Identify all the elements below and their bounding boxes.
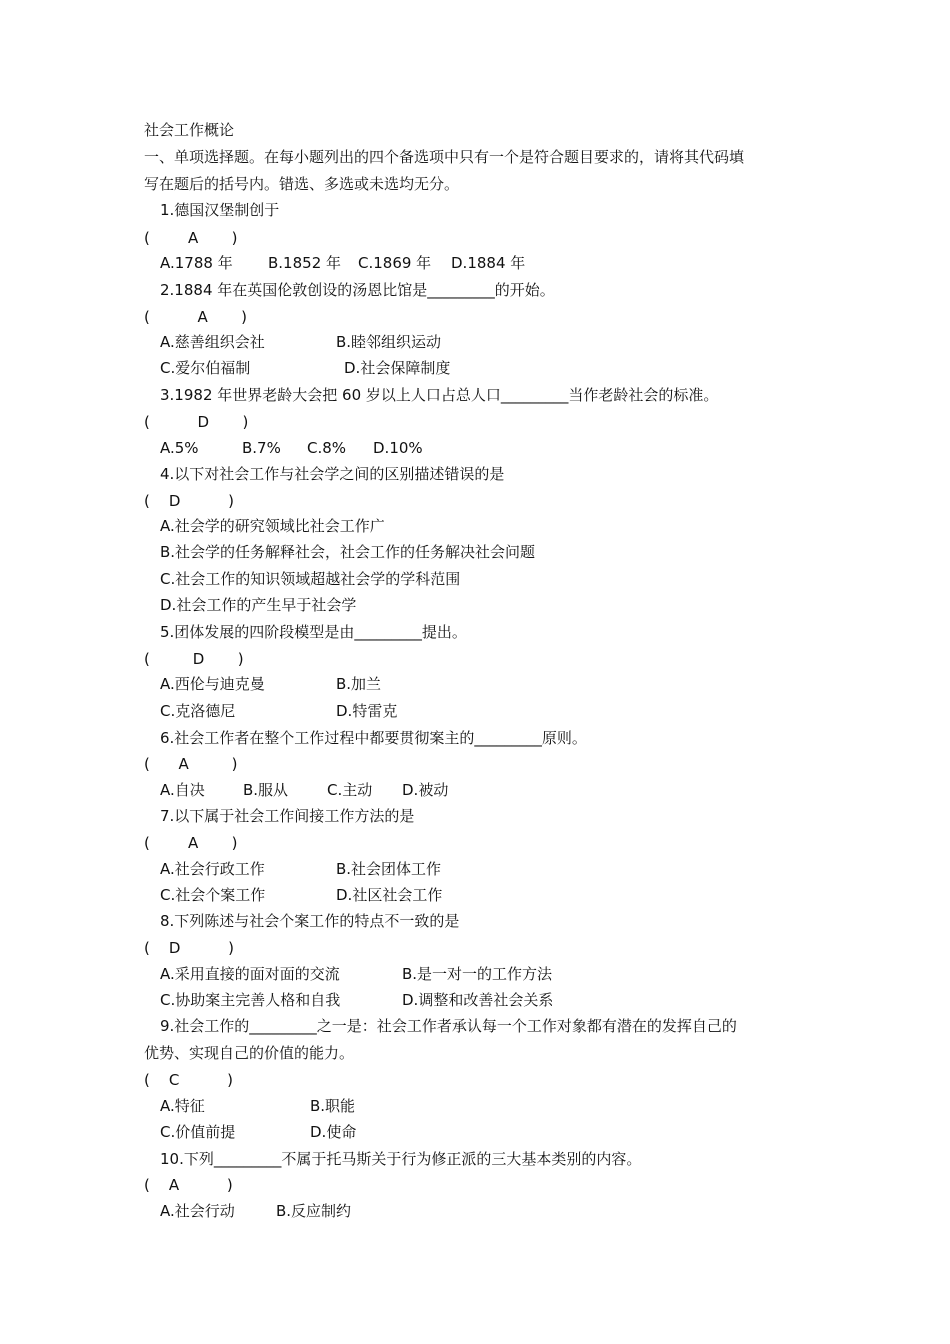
question-2-stem: 2.1884 年在英国伦敦创设的汤恩比馆是_________的开始。 [160, 281, 555, 299]
question-7-option-d: D.社区社会工作 [336, 886, 443, 904]
question-8-option-a: A.采用直接的面对面的交流 [160, 965, 340, 983]
question-9-option-d: D.使命 [310, 1123, 357, 1141]
question-7-option-b: B.社会团体工作 [336, 860, 442, 878]
question-4-option-a: A.社会学的研究领域比社会工作广 [160, 517, 385, 535]
question-7-answer: ( A ) [144, 834, 238, 852]
question-6-option-c: C.主动 [327, 781, 373, 799]
question-7-option-a: A.社会行政工作 [160, 860, 265, 878]
question-7-option-c: C.社会个案工作 [160, 886, 266, 904]
question-2-answer: ( A ) [144, 308, 248, 326]
question-5-option-a: A.西伦与迪克曼 [160, 675, 265, 693]
question-7-stem: 7.以下属于社会工作间接工作方法的是 [160, 807, 415, 825]
question-9-option-b: B.职能 [310, 1097, 356, 1115]
instructions-line-1: 一、单项选择题。在每小题列出的四个备选项中只有一个是符合题目要求的，请将其代码填 [144, 148, 745, 166]
question-1-option-b: B.1852 年 [268, 254, 342, 272]
question-2-option-b: B.睦邻组织运动 [336, 333, 442, 351]
question-5-stem: 5.团体发展的四阶段模型是由_________提出。 [160, 623, 467, 641]
question-5-option-c: C.克洛德尼 [160, 702, 236, 720]
question-6-option-d: D.被动 [402, 781, 449, 799]
question-6-stem: 6.社会工作者在整个工作过程中都要贯彻案主的_________原则。 [160, 729, 587, 747]
instructions-line-2: 写在题后的括号内。错选、多选或未选均无分。 [144, 175, 460, 193]
question-8-option-c: C.协助案主完善人格和自我 [160, 991, 341, 1009]
question-1-option-d: D.1884 年 [451, 254, 526, 272]
question-3-answer: ( D ) [144, 413, 249, 431]
question-9-stem-continued: 优势、实现自己的价值的能力。 [144, 1044, 355, 1062]
question-8-option-d: D.调整和改善社会关系 [402, 991, 554, 1009]
question-4-option-c: C.社会工作的知识领域超越社会学的学科范围 [160, 570, 461, 588]
question-8-option-b: B.是一对一的工作方法 [402, 965, 553, 983]
question-1-option-c: C.1869 年 [358, 254, 432, 272]
question-3-stem: 3.1982 年世界老龄大会把 60 岁以上人口占总人口_________当作老龄社会的标准。 [160, 386, 719, 404]
question-2-option-c: C.爱尔伯福制 [160, 359, 251, 377]
question-9-stem: 9.社会工作的_________之一是：社会工作者承认每一个工作对象都有潜在的发挥自己的 [160, 1017, 737, 1035]
document-title: 社会工作概论 [144, 121, 235, 139]
question-6-option-a: A.自决 [160, 781, 205, 799]
question-1-option-a: A.1788 年 [160, 254, 233, 272]
question-3-option-c: C.8% [307, 439, 347, 457]
question-4-option-b: B.社会学的任务解释社会，社会工作的任务解决社会问题 [160, 543, 536, 561]
question-1-stem: 1.德国汉堡制创于 [160, 201, 280, 219]
question-5-option-b: B.加兰 [336, 675, 382, 693]
question-4-stem: 4.以下对社会工作与社会学之间的区别描述错误的是 [160, 465, 505, 483]
question-4-answer: ( D ) [144, 492, 235, 510]
question-9-option-a: A.特征 [160, 1097, 205, 1115]
question-9-option-c: C.价值前提 [160, 1123, 236, 1141]
question-10-option-a: A.社会行动 [160, 1202, 235, 1220]
question-5-option-d: D.特雷克 [336, 702, 398, 720]
question-6-option-b: B.服从 [243, 781, 289, 799]
question-6-answer: ( A ) [144, 755, 238, 773]
question-10-answer: ( A ) [144, 1176, 233, 1194]
question-2-option-a: A.慈善组织会社 [160, 333, 265, 351]
question-3-option-b: B.7% [242, 439, 281, 457]
question-3-option-a: A.5% [160, 439, 199, 457]
question-1-answer: ( A ) [144, 229, 238, 247]
question-10-stem: 10.下列_________不属于托马斯关于行为修正派的三大基本类别的内容。 [160, 1150, 642, 1168]
question-8-answer: ( D ) [144, 939, 235, 957]
question-3-option-d: D.10% [373, 439, 423, 457]
question-10-option-b: B.反应制约 [276, 1202, 352, 1220]
question-9-answer: ( C ) [144, 1071, 233, 1089]
question-5-answer: ( D ) [144, 650, 244, 668]
question-2-option-d: D.社会保障制度 [344, 359, 451, 377]
question-8-stem: 8.下列陈述与社会个案工作的特点不一致的是 [160, 912, 460, 930]
question-4-option-d: D.社会工作的产生早于社会学 [160, 596, 357, 614]
